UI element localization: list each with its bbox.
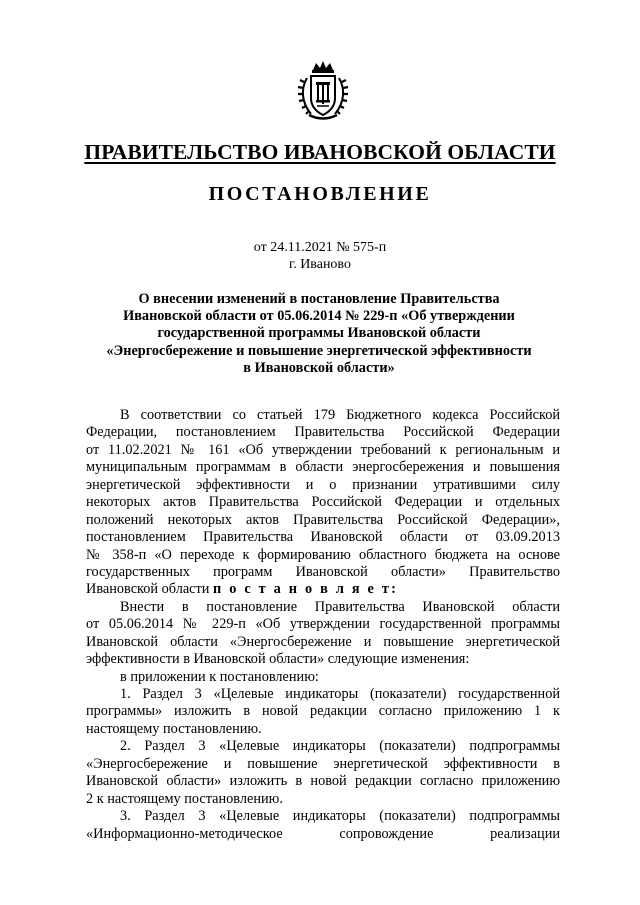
body-line-text: Ивановской области bbox=[86, 581, 214, 598]
body-line: 3. Раздел 3 «Целевые индикаторы (показатели) подпрограммы bbox=[120, 808, 560, 825]
subject-line: государственной программы Ивановской области bbox=[157, 325, 481, 342]
body-line: постановлением Правительства Ивановской области от 03.09.2013 bbox=[86, 529, 560, 546]
body-line: № 358-п «О переходе к формированию областного бюджета на основе bbox=[86, 546, 560, 563]
body-line: 2 к настоящему постановлению. bbox=[86, 790, 283, 807]
body-line: эффективности в Ивановской области» следующие изменения: bbox=[86, 651, 470, 668]
organization-title: ПРАВИТЕЛЬСТВО ИВАНОВСКОЙ ОБЛАСТИ bbox=[84, 140, 556, 164]
body-line: государственных программ Ивановской области» Правительство bbox=[86, 563, 560, 580]
body-line: Ивановской области «Энергосбережение и повышение энергетической bbox=[86, 633, 560, 650]
date-and-number: от 24.11.2021 № 575-п bbox=[253, 240, 387, 255]
document-body bbox=[86, 407, 560, 843]
body-line: от 05.06.2014 № 229-п «Об утверждении государственной программы bbox=[86, 616, 560, 633]
document-type-heading: ПОСТАНОВЛЕНИЕ bbox=[208, 183, 432, 205]
subject-line: «Энергосбережение и повышение энергетической эффективности bbox=[106, 342, 532, 359]
body-line: Ивановской области» изложить в новой редакции согласно приложению bbox=[86, 773, 560, 790]
body-line: «Информационно-методическое сопровождение реализации bbox=[86, 825, 560, 842]
subject-line: О внесении изменений в постановление Правительства bbox=[138, 291, 500, 307]
subject-line: Ивановской области от 05.06.2014 № 229-п «Об утверждении bbox=[123, 308, 515, 325]
city: г. Иваново bbox=[289, 257, 351, 272]
subject-line: в Ивановской области» bbox=[243, 359, 395, 376]
body-line: 2. Раздел 3 «Целевые индикаторы (показатели) подпрограммы bbox=[120, 738, 560, 755]
body-line: «Энергосбережение и повышение энергетической эффективности в bbox=[86, 755, 560, 772]
body-line: В соответствии со статьей 179 Бюджетного кодекса Российской bbox=[120, 407, 560, 423]
document-subject bbox=[88, 291, 550, 377]
body-line: Федерации, постановлением Правительства Российской Федерации bbox=[86, 424, 560, 441]
body-line: энергетической эффективности и о признании утратившими силу bbox=[86, 476, 560, 493]
body-line bbox=[86, 581, 560, 598]
body-line: в приложении к постановлению: bbox=[120, 668, 319, 685]
body-line: некоторых актов Правительства Российской Федерации и отдельных bbox=[86, 494, 560, 511]
body-line: Внести в постановление Правительства Ивановской области bbox=[120, 598, 560, 615]
resolves-word: п о с т а н о в л я е т: bbox=[213, 581, 399, 598]
body-line: 1. Раздел 3 «Целевые индикаторы (показатели) государственной bbox=[120, 686, 560, 702]
body-line: положений некоторых актов Правительства Российской Федерации», bbox=[86, 511, 560, 528]
body-line: от 11.02.2021 № 161 «Об утверждении требований к региональным и bbox=[86, 441, 560, 458]
body-line: муниципальным программам в области энергосбережения и повышения bbox=[86, 459, 560, 476]
body-line: программы» изложить в новой редакции согласно приложению 1 к bbox=[86, 703, 560, 720]
body-line: настоящему постановлению. bbox=[86, 720, 262, 737]
coat-of-arms-icon bbox=[297, 60, 349, 122]
